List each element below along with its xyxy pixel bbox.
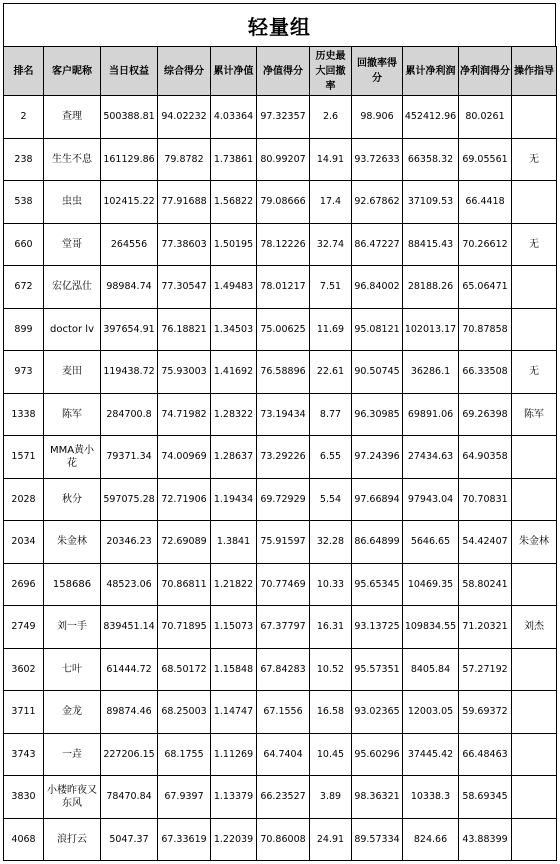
cell-guidance — [512, 266, 557, 309]
cell-cumulative-nav: 1.15073 — [211, 606, 257, 649]
cell-max-drawdown: 5.54 — [310, 478, 352, 521]
cell-equity: 61444.72 — [101, 648, 158, 691]
cell-drawdown-score: 93.02365 — [352, 691, 403, 734]
cell-cumulative-profit: 37445.42 — [403, 733, 459, 776]
cell-composite-score: 77.30547 — [158, 266, 211, 309]
table-row — [4, 691, 557, 734]
cell-cumulative-nav: 1.49483 — [211, 266, 257, 309]
cell-nav-score: 73.29226 — [257, 436, 310, 479]
cell-drawdown-score: 97.24396 — [352, 436, 403, 479]
cell-composite-score: 77.38603 — [158, 223, 211, 266]
cell-cumulative-profit: 10338.3 — [403, 776, 459, 819]
header-nickname: 客户昵称 — [44, 47, 101, 96]
table-row — [4, 478, 557, 521]
cell-max-drawdown: 8.77 — [310, 393, 352, 436]
cell-nav-score: 76.58896 — [257, 351, 310, 394]
cell-composite-score: 76.18821 — [158, 308, 211, 351]
cell-cumulative-profit: 12003.05 — [403, 691, 459, 734]
cell-guidance — [512, 181, 557, 224]
cell-profit-score: 66.33508 — [459, 351, 512, 394]
cell-composite-score: 68.50172 — [158, 648, 211, 691]
cell-max-drawdown: 32.74 — [310, 223, 352, 266]
cell-guidance: 陈军 — [512, 393, 557, 436]
cell-max-drawdown: 16.58 — [310, 691, 352, 734]
cell-nickname: 刘一手 — [44, 606, 101, 649]
cell-guidance — [512, 733, 557, 776]
cell-equity: 48523.06 — [101, 563, 158, 606]
cell-rank: 2 — [4, 96, 44, 139]
cell-nickname: 158686 — [44, 563, 101, 606]
cell-profit-score: 43.88399 — [459, 818, 512, 861]
cell-nickname: 浪打云 — [44, 818, 101, 861]
cell-drawdown-score: 95.57351 — [352, 648, 403, 691]
cell-guidance: 无 — [512, 351, 557, 394]
cell-rank: 238 — [4, 138, 44, 181]
table-row — [4, 733, 557, 776]
cell-rank: 538 — [4, 181, 44, 224]
cell-cumulative-nav: 4.03364 — [211, 96, 257, 139]
cell-equity: 500388.81 — [101, 96, 158, 139]
cell-nickname: 秋分 — [44, 478, 101, 521]
cell-nav-score: 67.1556 — [257, 691, 310, 734]
cell-profit-score: 59.69372 — [459, 691, 512, 734]
cell-guidance — [512, 436, 557, 479]
cell-guidance — [512, 648, 557, 691]
cell-equity: 284700.8 — [101, 393, 158, 436]
cell-rank: 2034 — [4, 521, 44, 564]
cell-max-drawdown: 3.89 — [310, 776, 352, 819]
cell-rank: 4068 — [4, 818, 44, 861]
cell-drawdown-score: 92.67862 — [352, 181, 403, 224]
cell-drawdown-score: 90.50745 — [352, 351, 403, 394]
cell-max-drawdown: 2.6 — [310, 96, 352, 139]
cell-rank: 3602 — [4, 648, 44, 691]
table-row — [4, 606, 557, 649]
cell-equity: 119438.72 — [101, 351, 158, 394]
cell-equity: 20346.23 — [101, 521, 158, 564]
cell-equity: 264556 — [101, 223, 158, 266]
header-cumulative-nav: 累计净值 — [211, 47, 257, 96]
cell-nav-score: 73.19434 — [257, 393, 310, 436]
cell-cumulative-profit: 37109.53 — [403, 181, 459, 224]
cell-cumulative-nav: 1.50195 — [211, 223, 257, 266]
cell-cumulative-profit: 28188.26 — [403, 266, 459, 309]
cell-max-drawdown: 11.69 — [310, 308, 352, 351]
cell-cumulative-profit: 66358.32 — [403, 138, 459, 181]
cell-nav-score: 67.37797 — [257, 606, 310, 649]
cell-max-drawdown: 10.33 — [310, 563, 352, 606]
cell-cumulative-profit: 27434.63 — [403, 436, 459, 479]
cell-equity: 89874.46 — [101, 691, 158, 734]
cell-nickname: doctor lv — [44, 308, 101, 351]
cell-profit-score: 58.80241 — [459, 563, 512, 606]
cell-nav-score: 70.77469 — [257, 563, 310, 606]
cell-equity: 397654.91 — [101, 308, 158, 351]
cell-max-drawdown: 24.91 — [310, 818, 352, 861]
cell-cumulative-profit: 36286.1 — [403, 351, 459, 394]
cell-drawdown-score: 98.36321 — [352, 776, 403, 819]
cell-cumulative-nav: 1.73861 — [211, 138, 257, 181]
cell-nav-score: 80.99207 — [257, 138, 310, 181]
cell-nickname: 堂哥 — [44, 223, 101, 266]
cell-max-drawdown: 6.55 — [310, 436, 352, 479]
table-row — [4, 266, 557, 309]
cell-composite-score: 77.91688 — [158, 181, 211, 224]
cell-nav-score: 66.23527 — [257, 776, 310, 819]
cell-nickname: 小楼昨夜又东风 — [44, 776, 101, 819]
cell-rank: 3830 — [4, 776, 44, 819]
cell-nav-score: 64.7404 — [257, 733, 310, 776]
cell-nickname: 宏亿泓仕 — [44, 266, 101, 309]
cell-max-drawdown: 14.91 — [310, 138, 352, 181]
leaderboard-sheet — [3, 3, 556, 861]
cell-composite-score: 72.69089 — [158, 521, 211, 564]
cell-guidance: 朱金林 — [512, 521, 557, 564]
cell-rank: 973 — [4, 351, 44, 394]
cell-drawdown-score: 93.13725 — [352, 606, 403, 649]
header-max-drawdown: 历史最大回撤率 — [310, 47, 352, 96]
cell-cumulative-profit: 824.66 — [403, 818, 459, 861]
cell-drawdown-score: 86.64899 — [352, 521, 403, 564]
cell-rank: 2028 — [4, 478, 44, 521]
cell-profit-score: 66.4418 — [459, 181, 512, 224]
cell-guidance: 无 — [512, 223, 557, 266]
cell-composite-score: 68.1755 — [158, 733, 211, 776]
cell-equity: 227206.15 — [101, 733, 158, 776]
cell-rank: 2696 — [4, 563, 44, 606]
cell-drawdown-score: 95.60296 — [352, 733, 403, 776]
cell-cumulative-nav: 1.13379 — [211, 776, 257, 819]
cell-rank: 672 — [4, 266, 44, 309]
header-drawdown-score: 回撤率得分 — [352, 47, 403, 96]
cell-nav-score: 70.86008 — [257, 818, 310, 861]
cell-cumulative-profit: 102013.17 — [403, 308, 459, 351]
table-row — [4, 521, 557, 564]
cell-nav-score: 79.08666 — [257, 181, 310, 224]
cell-nav-score: 78.12226 — [257, 223, 310, 266]
cell-rank: 1338 — [4, 393, 44, 436]
header-profit-score: 净利润得分 — [459, 47, 512, 96]
cell-composite-score: 70.71895 — [158, 606, 211, 649]
cell-nickname: 金龙 — [44, 691, 101, 734]
cell-max-drawdown: 17.4 — [310, 181, 352, 224]
cell-cumulative-nav: 1.28322 — [211, 393, 257, 436]
table-body — [4, 96, 557, 861]
cell-drawdown-score: 86.47227 — [352, 223, 403, 266]
cell-cumulative-profit: 8405.84 — [403, 648, 459, 691]
cell-guidance — [512, 563, 557, 606]
cell-drawdown-score: 96.84002 — [352, 266, 403, 309]
cell-cumulative-nav: 1.19434 — [211, 478, 257, 521]
cell-nickname: 麦田 — [44, 351, 101, 394]
header-cumulative-profit: 累计净利润 — [403, 47, 459, 96]
cell-equity: 5047.37 — [101, 818, 158, 861]
cell-nav-score: 69.72929 — [257, 478, 310, 521]
cell-guidance — [512, 96, 557, 139]
cell-profit-score: 70.26612 — [459, 223, 512, 266]
cell-cumulative-profit: 452412.96 — [403, 96, 459, 139]
cell-cumulative-profit: 109834.55 — [403, 606, 459, 649]
cell-profit-score: 57.27192 — [459, 648, 512, 691]
cell-max-drawdown: 10.45 — [310, 733, 352, 776]
cell-composite-score: 79.8782 — [158, 138, 211, 181]
cell-cumulative-profit: 97943.04 — [403, 478, 459, 521]
cell-max-drawdown: 32.28 — [310, 521, 352, 564]
table-row — [4, 648, 557, 691]
table-row — [4, 308, 557, 351]
cell-drawdown-score: 89.57334 — [352, 818, 403, 861]
cell-max-drawdown: 16.31 — [310, 606, 352, 649]
cell-guidance — [512, 478, 557, 521]
cell-cumulative-nav: 1.34503 — [211, 308, 257, 351]
cell-profit-score: 65.06471 — [459, 266, 512, 309]
cell-profit-score: 71.20321 — [459, 606, 512, 649]
table-row — [4, 138, 557, 181]
cell-equity: 98984.74 — [101, 266, 158, 309]
header-row — [4, 47, 557, 96]
cell-composite-score: 67.9397 — [158, 776, 211, 819]
cell-rank: 1571 — [4, 436, 44, 479]
cell-rank: 899 — [4, 308, 44, 351]
cell-equity: 161129.86 — [101, 138, 158, 181]
cell-equity: 79371.34 — [101, 436, 158, 479]
cell-composite-score: 74.71982 — [158, 393, 211, 436]
cell-cumulative-nav: 1.22039 — [211, 818, 257, 861]
table-row — [4, 563, 557, 606]
cell-nickname: 生生不息 — [44, 138, 101, 181]
cell-drawdown-score: 98.906 — [352, 96, 403, 139]
cell-guidance — [512, 308, 557, 351]
header-rank: 排名 — [4, 47, 44, 96]
cell-cumulative-nav: 1.3841 — [211, 521, 257, 564]
cell-drawdown-score: 96.30985 — [352, 393, 403, 436]
cell-composite-score: 72.71906 — [158, 478, 211, 521]
cell-cumulative-nav: 1.11269 — [211, 733, 257, 776]
table-row — [4, 818, 557, 861]
cell-max-drawdown: 10.52 — [310, 648, 352, 691]
table-row — [4, 393, 557, 436]
cell-nav-score: 67.84283 — [257, 648, 310, 691]
cell-cumulative-profit: 5646.65 — [403, 521, 459, 564]
cell-guidance: 刘杰 — [512, 606, 557, 649]
cell-equity: 597075.28 — [101, 478, 158, 521]
cell-equity: 839451.14 — [101, 606, 158, 649]
table-row — [4, 96, 557, 139]
cell-rank: 3743 — [4, 733, 44, 776]
cell-cumulative-nav: 1.14747 — [211, 691, 257, 734]
cell-profit-score: 80.0261 — [459, 96, 512, 139]
cell-nav-score: 78.01217 — [257, 266, 310, 309]
cell-profit-score: 58.69345 — [459, 776, 512, 819]
cell-rank: 2749 — [4, 606, 44, 649]
cell-nav-score: 75.00625 — [257, 308, 310, 351]
cell-composite-score: 68.25003 — [158, 691, 211, 734]
cell-nickname: 一垚 — [44, 733, 101, 776]
sheet-title: 轻量组 — [3, 3, 556, 46]
cell-profit-score: 54.42407 — [459, 521, 512, 564]
cell-profit-score: 69.26398 — [459, 393, 512, 436]
cell-cumulative-nav: 1.28637 — [211, 436, 257, 479]
cell-profit-score: 66.48463 — [459, 733, 512, 776]
cell-profit-score: 70.70831 — [459, 478, 512, 521]
cell-drawdown-score: 95.65345 — [352, 563, 403, 606]
cell-nav-score: 75.91597 — [257, 521, 310, 564]
cell-nickname: 查理 — [44, 96, 101, 139]
cell-profit-score: 64.90358 — [459, 436, 512, 479]
cell-profit-score: 69.05561 — [459, 138, 512, 181]
cell-nickname: 虫虫 — [44, 181, 101, 224]
cell-max-drawdown: 22.61 — [310, 351, 352, 394]
cell-equity: 78470.84 — [101, 776, 158, 819]
table-row — [4, 776, 557, 819]
cell-drawdown-score: 95.08121 — [352, 308, 403, 351]
cell-rank: 3711 — [4, 691, 44, 734]
cell-nickname: 朱金林 — [44, 521, 101, 564]
cell-rank: 660 — [4, 223, 44, 266]
cell-nav-score: 97.32357 — [257, 96, 310, 139]
cell-guidance — [512, 776, 557, 819]
cell-drawdown-score: 97.66894 — [352, 478, 403, 521]
table-row — [4, 436, 557, 479]
table-row — [4, 223, 557, 266]
cell-max-drawdown: 7.51 — [310, 266, 352, 309]
header-equity: 当日权益 — [101, 47, 158, 96]
cell-drawdown-score: 93.72633 — [352, 138, 403, 181]
cell-profit-score: 70.87858 — [459, 308, 512, 351]
cell-composite-score: 94.02232 — [158, 96, 211, 139]
cell-composite-score: 67.33619 — [158, 818, 211, 861]
cell-nickname: 陈军 — [44, 393, 101, 436]
table-row — [4, 181, 557, 224]
header-composite-score: 综合得分 — [158, 47, 211, 96]
cell-cumulative-nav: 1.56822 — [211, 181, 257, 224]
cell-cumulative-nav: 1.15848 — [211, 648, 257, 691]
cell-cumulative-nav: 1.21822 — [211, 563, 257, 606]
cell-cumulative-profit: 69891.06 — [403, 393, 459, 436]
header-nav-score: 净值得分 — [257, 47, 310, 96]
cell-guidance: 无 — [512, 138, 557, 181]
table-row — [4, 351, 557, 394]
cell-guidance — [512, 691, 557, 734]
cell-equity: 102415.22 — [101, 181, 158, 224]
header-guidance: 操作指导 — [512, 47, 557, 96]
cell-composite-score: 74.00969 — [158, 436, 211, 479]
ranking-table — [3, 46, 557, 861]
cell-cumulative-nav: 1.41692 — [211, 351, 257, 394]
cell-nickname: 七叶 — [44, 648, 101, 691]
cell-cumulative-profit: 10469.35 — [403, 563, 459, 606]
cell-guidance — [512, 818, 557, 861]
cell-composite-score: 75.93003 — [158, 351, 211, 394]
cell-nickname: MMA黄小花 — [44, 436, 101, 479]
cell-composite-score: 70.86811 — [158, 563, 211, 606]
cell-cumulative-profit: 88415.43 — [403, 223, 459, 266]
